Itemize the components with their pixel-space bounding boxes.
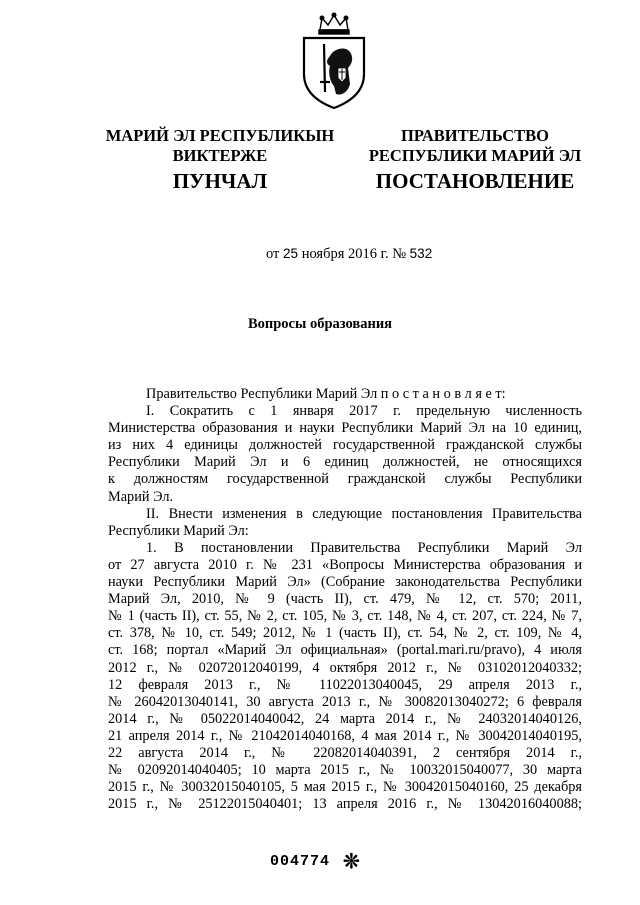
- body-line: от 27 августа 2010 г. № 231 «Вопросы Министерства образования и: [108, 556, 582, 573]
- body-line: 1. В постановлении Правительства Республики Марий Эл: [146, 539, 582, 556]
- body-line: к должностям государственной гражданской службы Республики: [108, 471, 582, 488]
- document-number: 532: [409, 246, 433, 261]
- document-body: [108, 386, 582, 813]
- body-line: 22 августа 2014 г., № 22082014040391, 2 сентября 2014 г.,: [108, 744, 582, 761]
- crown-icon: [319, 13, 349, 34]
- body-line: № 02092014040405; 10 марта 2015 г., № 10032015040077, 30 марта: [108, 762, 582, 779]
- date-day: 25: [283, 246, 299, 261]
- coat-of-arms-emblem: [298, 12, 370, 110]
- body-line: I. Сократить с 1 января 2017 г. предельную численность: [146, 403, 582, 420]
- document-date-line: [266, 246, 432, 263]
- body-line: из них 4 единицы должностей государственной гражданской службы: [108, 437, 582, 454]
- body-line: 2012 г., № 02072012040199, 4 октября 2012 г., № 03102012040332;: [108, 659, 582, 676]
- header-right-line1: ПРАВИТЕЛЬСТВО: [401, 126, 549, 145]
- body-line: Республики Марий Эл и 6 единиц должностей, не относящихся: [108, 454, 582, 471]
- footer-mark-icon: ❊: [343, 851, 360, 873]
- body-line: 12 февраля 2013 г., № 11022013040045, 29 апреля 2013 г.,: [108, 676, 582, 693]
- body-line: Министерства образования и науки Республики Марий Эл на 10 единиц,: [108, 420, 582, 437]
- body-line: № 1 (часть II), ст. 55, № 2, ст. 105, № 3, ст. 148, № 4, ст. 207, ст. 224, № 7,: [108, 608, 582, 625]
- body-line: 2014 г., № 05022014040042, 24 марта 2014 г., № 24032014040126,: [108, 710, 582, 727]
- bear-with-sword-icon: [320, 44, 352, 95]
- body-line: Марий Эл, 2010, № 9 (часть II), ст. 479, № 12, ст. 570; 2011,: [108, 591, 582, 608]
- body-line: ст. 168; портал «Марий Эл официальная» (portal.mari.ru/pravo), 4 июля: [108, 642, 582, 659]
- body-line: ст. 378, № 10, ст. 549; 2012, № 1 (часть II), ст. 54, № 2, ст. 109, № 4,: [108, 625, 582, 642]
- body-line: 2015 г., № 25122015040401; 13 апреля 2016 г., № 13042016040088;: [108, 796, 582, 813]
- body-line: II. Внести изменения в следующие постановления Правительства: [146, 505, 582, 522]
- header-left-line2: ВИКТЕРЖЕ: [172, 146, 268, 165]
- document-title: Вопросы образования: [247, 316, 393, 332]
- header-left-title: ПУНЧАЛ: [172, 169, 268, 193]
- date-rest: ноября 2016 г. №: [301, 246, 407, 262]
- serial-number: 004774: [270, 853, 331, 870]
- body-line: науки Республики Марий Эл» (Собрание законодательства Республики: [108, 574, 582, 591]
- body-line: Правительство Республики Марий Эл п о с т а н о в л я е т:: [146, 386, 506, 402]
- body-line: 21 апреля 2014 г., № 21042014040168, 4 мая 2014 г., № 30042014040195,: [108, 727, 582, 744]
- header-right-line2: РЕСПУБЛИКИ МАРИЙ ЭЛ: [368, 146, 582, 165]
- header-left-line1: МАРИЙ ЭЛ РЕСПУБЛИКЫН: [105, 126, 335, 145]
- date-prefix: от: [266, 246, 280, 262]
- body-line: Марий Эл.: [108, 488, 174, 505]
- body-line: № 26042013040141, 30 августа 2013 г., № 30082013040272; 6 февраля: [108, 693, 582, 710]
- body-line: 2015 г., № 30032015040105, 5 мая 2015 г., № 30042015040160, 25 декабря: [108, 779, 582, 796]
- header-right-title: ПОСТАНОВЛЕНИЕ: [375, 169, 575, 193]
- body-line: Республики Марий Эл:: [108, 522, 249, 539]
